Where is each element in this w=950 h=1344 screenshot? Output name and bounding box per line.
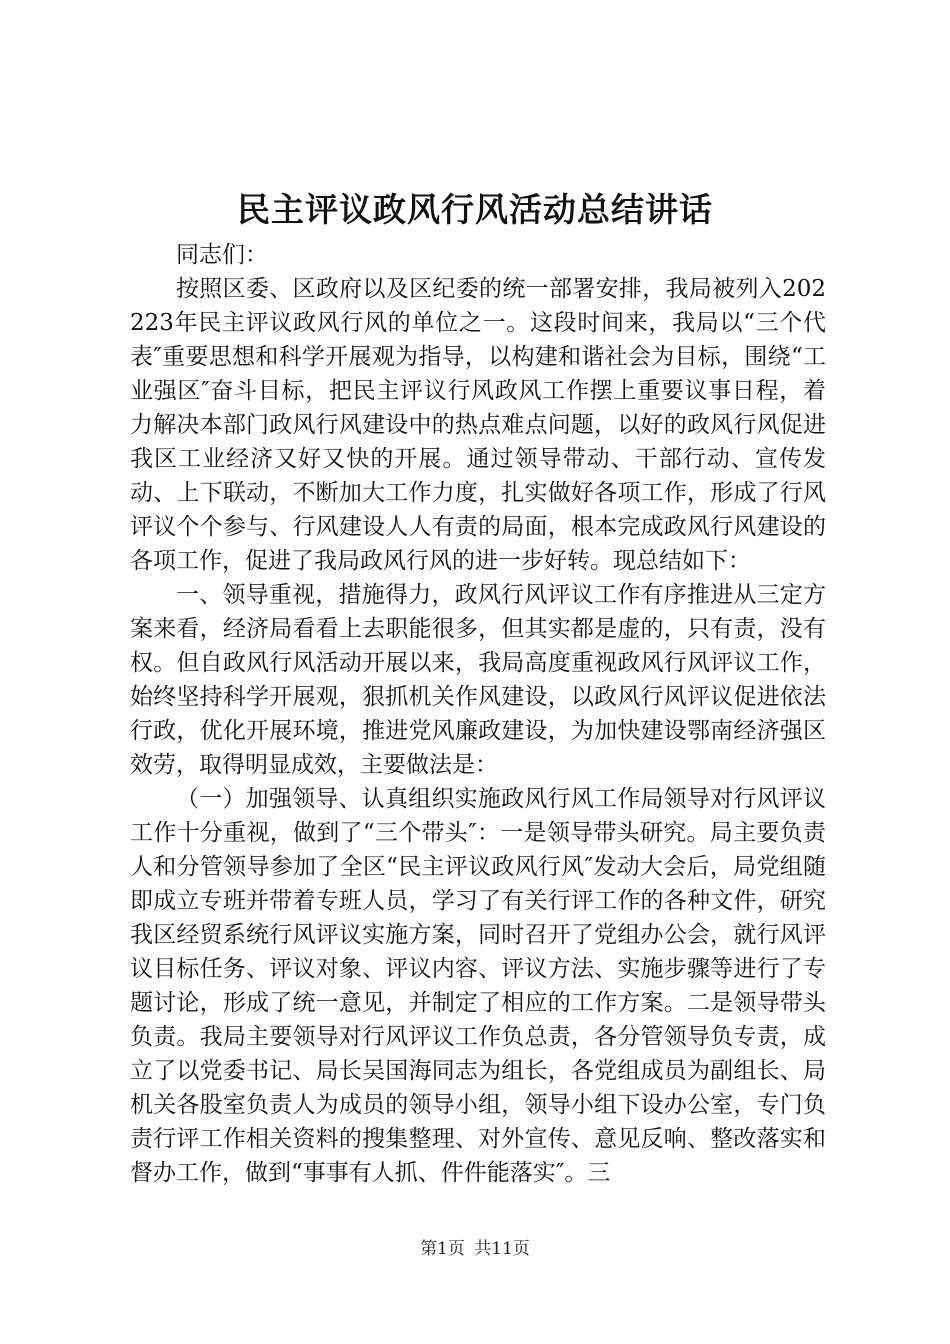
page-footer bbox=[0, 1238, 950, 1260]
page-total: 共11页 bbox=[474, 1239, 530, 1259]
page-number: 第1页 bbox=[420, 1239, 465, 1259]
document-body bbox=[130, 238, 826, 1190]
paragraph-intro: 按照区委、区政府以及区纪委的统一部署安排，我局被列入202223年民主评议政风行风的单位之一。这段时间来，我局以“三个代表″重要思想和科学开展观为指导，以构建和谐社会为目标，围绕“工业强区″奋斗目标，把民主评议行风政风工作摆上重要议事日程，着力解决本部门政风行风建设中的热点难点问题，以好的政风行风促进我区工业经济又好又快的开展。通过领导带动、干部行动、宣传发动、上下联动，不断加大工作力度，扎实做好各项工作，形成了行风评议个个参与、行风建设人人有责的局面，根本完成政风行风建设的各项工作，促进了我局政风行风的进一步好转。现总结如下： bbox=[130, 276, 826, 574]
paragraph-subsection-one: （一）加强领导、认真组织实施政风行风工作局领导对行风评议工作十分重视，做到了“三个带头″：一是领导带头研究。局主要负责人和分管领导参加了全区“民主评议政风行风″发动大会后，局党组随即成立专班并带着专班人员，学习了有关行评工作的各种文件，研究我区经贸系统行风评议实施方案，同时召开了党组办公会，就行风评议目标任务、评议对象、评议内容、评议方法、实施步骤等进行了专题讨论，形成了统一意见，并制定了相应的工作方案。二是领导带头负责。我局主要领导对行风评议工作负总责，各分管领导负专责，成立了以党委书记、局长吴国海同志为组长，各党组成员为副组长、局机关各股室负责人为成员的领导小组，领导小组下设办公室，专门负责行评工作相关资料的搜集整理、对外宣传、意见反响、整改落实和督办工作，做到“事事有人抓、件件能落实″。三 bbox=[130, 786, 826, 1186]
paragraph-section-one: 一、领导重视，措施得力，政风行风评议工作有序推进从三定方案来看，经济局看看上去职能很多，但其实都是虚的，只有责，没有权。但自政风行风活动开展以来，我局高度重视政风行风评议工作，始终坚持科学开展观，狠抓机关作风建设，以政风行风评议促进依法行政，优化开展环境，推进党风廉政建设，为加快建设鄂南经济强区效劳，取得明显成效，主要做法是： bbox=[130, 582, 826, 778]
salutation: 同志们： bbox=[176, 242, 268, 268]
document-title: 民主评议政风行风活动总结讲话 bbox=[237, 190, 713, 229]
